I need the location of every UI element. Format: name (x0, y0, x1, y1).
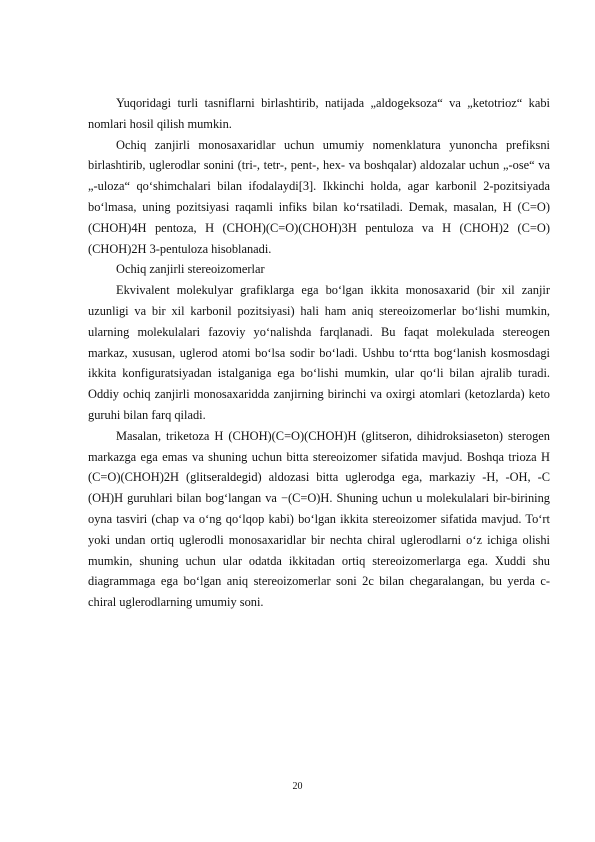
page-number: 20 (292, 781, 303, 792)
section-heading-stereoisomers: Ochiq zanjirli stereoizomerlar (116, 262, 265, 277)
paragraph-nomenclature: Ochiq zanjirli monosaxaridlar uchun umumiy nomenklatura yunoncha prefiksni birlashtirib, uglerodlar sonini (tri-, tetr-, pent-, hex- va boshqalar) aldozalar uchun „-ose“ va „-uloza“ qoʻshimchalari bilan ifodalaydi[3]. Ikkinchi holda, agar karbonil 2-pozitsiyada boʻlmasa, uning pozitsiyasi raqamli infiks bilan koʻrsatiladi. Demak, masalan, H (C=O)(CHOH)4H pentoza, H (CHOH)(C=O)(CHOH)3H pentuloza va H (CHOH)2 (C=O)(CHOH)2H 3-pentuloza hisoblanadi. (88, 137, 550, 256)
paragraph-intro: Yuqoridagi turli tasniflarni birlashtirib, natijada „aldogeksoza“ va „ketotrioz“ kabi nomlari hosil qilish mumkin. (88, 96, 550, 131)
paragraph-examples: Masalan, triketoza H (CHOH)(C=O)(CHOH)H (glitseron, dihidroksiaseton) sterogen markazga ega emas va shuning uchun bitta stereoizomer sifatida mavjud. Boshqa trioza H (C=O)(CHOH)2H (glitseraldegid) aldozasi bitta uglerodga ega, markaziy -H, -OH, -C (OH)H guruhlari bilan bogʻlangan va −(C=O)H. Shuning uchun u molekulalari bir-birining oyna tasviri (chap va oʻng qoʻlqop kabi) boʻlgan ikkita stereoizomer sifatida mavjud. Toʻrt yoki undan ortiq uglerodli monosaxaridlar bir nechta chiral uglerodlarni oʻz ichiga olishi mumkin, shuning uchun ular odatda ikkitadan ortiq stereoizomerlarga ega. Xuddi shu diagrammaga ega boʻlgan aniq stereoizomerlar soni 2c bilan chegaralangan, bu yerda c-chiral uglerodlarning umumiy soni. (88, 428, 550, 610)
document-body (88, 93, 550, 613)
paragraph-stereoisomers: Ekvivalent molekulyar grafiklarga ega boʻlgan ikkita monosaxarid (bir xil zanjir uzunligi va bir xil karbonil pozitsiyasi) hali ham aniq stereoizomerlar boʻlishi mumkin, ularning molekulalari fazoviy yoʻnalishda farqlanadi. Bu faqat molekulada stereogen markaz, xususan, uglerod atomi boʻlsa sodir boʻladi. Ushbu toʻrtta bogʻlanish kosmosdagi ikkita konfiguratsiyadan istalganiga ega boʻlishi mumkin, ular qoʻli bilan ajralib turadi. Oddiy ochiq zanjirli monosaxaridda zanjirning birinchi va oxirgi atomlari (ketozlarda) keto guruhi bilan farq qiladi. (88, 283, 550, 422)
